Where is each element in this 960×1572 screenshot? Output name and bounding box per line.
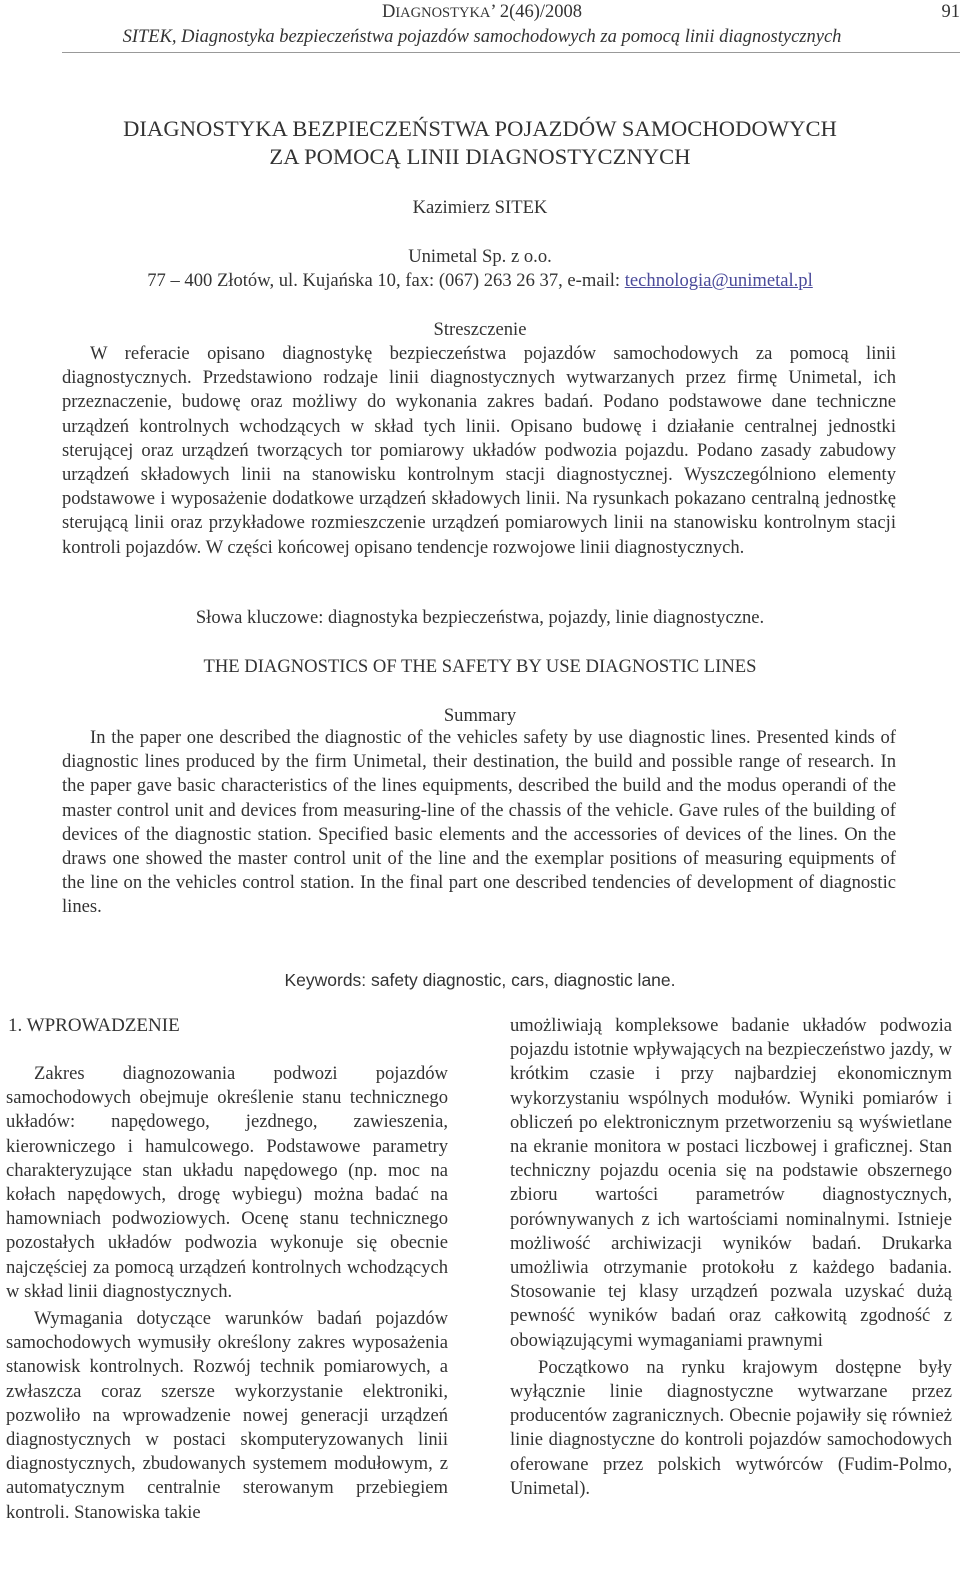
author-name: Kazimierz SITEK [412, 197, 548, 218]
running-header [62, 0, 902, 49]
page-number: 91 [941, 2, 960, 22]
summary-heading: Summary [443, 705, 517, 726]
keywords-pl: Słowa kluczowe: diagnostyka bezpieczeństwa, pojazdy, linie diagnostyczne. [195, 607, 765, 628]
right-paragraph-1: umożliwiają kompleksowe badanie układów podwozia pojazdu istotnie wpływających na bezpieczeństwo jazdy, w krótkim czasie i przy najbardziej ekonomicznym wykorzystaniu wspólnych modułów. Wyniki pomiarów i obliczeń po elektronicznym przetworzeniu są wyświetlane na ekranie monitora w postaci liczbowej i graficznej. Stan techniczny pojazdu ocenia się na podstawie obszernego zbioru wartości parametrów diagnostycznych, porównywanych z ich wartościami nominalnymi. Istnieje możliwość archiwizacji wyników badań. Drukarka umożliwia otrzymanie protokołu z każdego badania. Stosowanie tej klasy urządzeń pozwala uzyskać dużą pewność wyników badań oraz całkowitą zgodność z obowiązującymi wymaganiami prawnymi [510, 1015, 952, 1351]
summary-en-text: In the paper one described the diagnostic of the vehicles safety by use diagnostic lines. Presented kinds of diagnostic lines produced by the firm Unimetal, their destination, the build and possible range of research. In the paper gave basic characteristics of the lines equipments, described the build and the modus operandi of the master control unit and devices from measuring-line of the chassis of the vehicle. Gave rules of the building of devices of the diagnostic station. Specified basic elements and the accessories of devices of the lines. On the draws one showed the master control unit of the line and the exemplar positions of measuring equipments of the line on the vehicles control station. In the final part one described tendencies of development of diagnostic lines. [62, 727, 896, 918]
left-paragraph-1: Zakres diagnozowania podwozi pojazdów samochodowych obejmuje określenie stanu technicznego układów: napędowego, jezdnego, zawieszenia, kierowniczego i hamulcowego. Podstawowe parametry charakteryzujące stan układu napędowego (np. moc na kołach napędowych, drogę wybiegu) można badać na hamowniach podwoziowych. Ocenę stanu technicznego pozostałych układów podwozia wykonuje się obecnie najczęściej za pomocą urządzeń kontrolnych wchodzących w skład linii diagnostycznych. [6, 1063, 448, 1302]
running-title: SITEK, Diagnostyka bezpieczeństwa pojazdów samochodowych za pomocą linii diagnostycznych [122, 27, 842, 47]
summary-en [62, 726, 896, 920]
english-title: THE DIAGNOSTICS OF THE SAFETY BY USE DIAGNOSTIC LINES [203, 656, 757, 677]
paper-title [62, 115, 898, 171]
abstract-pl-text: W referacie opisano diagnostykę bezpieczeństwa pojazdów samochodowych za pomocą linii diagnostycznych. Przedstawiono rodzaje linii diagnostycznych wytwarzanych przez firmę Unimetal, ich przeznaczenie, budowę oraz możliwy do wykonania zakres badań. Podano podstawowe dane techniczne urządzeń kontrolnych wchodzących w skład tych linii. Opisano budowę i działanie centralnej jednostki sterującej oraz urządzeń tworzących tor pomiarowy układów podwozia pojazdu. Podano zasady zabudowy urządzeń składowych linii na stanowisku kontrolnym stacji diagnostycznej. Wyszczególniono elementy podstawowe i wyposażenie dodatkowe urządzeń składowych linii. Na rysunkach pokazano centralną jednostkę sterującą linii oraz przykładowe rozmieszczenie urządzeń pomiarowych linii na stanowisku kontrolnym stacji kontroli pojazdów. W części końcowej opisano tendencje rozwojowe linii diagnostycznych. [62, 343, 896, 558]
section-heading: 1. WPROWADZENIE [8, 1015, 180, 1036]
keywords-en: Keywords: safety diagnostic, cars, diagnostic lane. [284, 970, 676, 990]
journal-issue: DIAGNOSTYKA’ 2(46)/2008 [381, 2, 583, 22]
right-paragraph-2: Początkowo na rynku krajowym dostępne były wyłącznie linie diagnostyczne wytwarzane przez producentów zagranicznych. Obecnie pojawiły się również linie diagnostyczne do kontroli pojazdów samochodowych oferowane przez polskich wytwórców (Fudim-Polmo, Unimetal). [510, 1356, 952, 1499]
left-column [6, 1062, 448, 1525]
abstract-heading: Streszczenie [433, 319, 527, 340]
affiliation-company: Unimetal Sp. z o.o. [408, 246, 552, 267]
title-line-2: ZA POMOCĄ LINII DIAGNOSTYCZNYCH [269, 144, 691, 169]
right-column [510, 1014, 952, 1501]
abstract-pl [62, 342, 896, 560]
title-line-1: DIAGNOSTYKA BEZPIECZEŃSTWA POJAZDÓW SAMOCHODOWYCH [123, 116, 837, 141]
affiliation-address: 77 – 400 Złotów, ul. Kujańska 10, fax: (067) 263 26 37, e-mail: technologia@unimetal.pl [147, 270, 813, 291]
header-rule [62, 52, 960, 53]
email-link[interactable]: technologia@unimetal.pl [624, 270, 813, 291]
left-paragraph-2: Wymagania dotyczące warunków badań pojazdów samochodowych wymusiły określony zakres wyposażenia stanowisk kontrolnych. Rozwój technik pomiarowych, a zwłaszcza coraz szersze wykorzystanie elektroniki, pozwoliło na wprowadzenie nowej generacji urządzeń diagnostycznych w postaci skomputeryzowanych linii diagnostycznych, zbudowanych systemem modułowym, z automatycznym centralnie sterowanym przebiegiem kontroli. Stanowiska takie [6, 1308, 448, 1523]
